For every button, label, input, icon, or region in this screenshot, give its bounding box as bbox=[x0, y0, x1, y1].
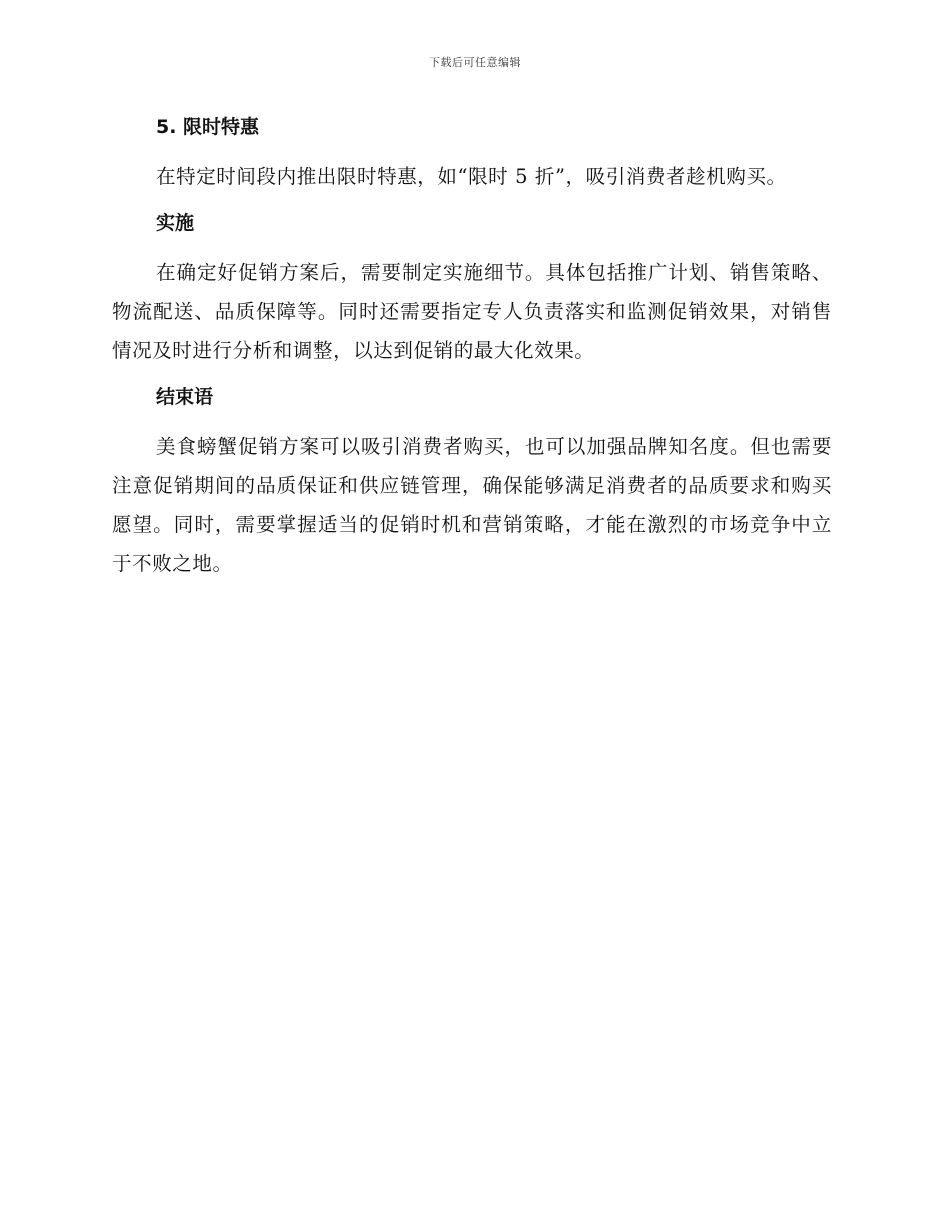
section-heading-limited-offer: 5. 限时特惠 bbox=[156, 116, 260, 138]
section-paragraph-limited-offer: 在特定时间段内推出限时特惠，如“限时 5 折”，吸引消费者趁机购买。 bbox=[156, 165, 787, 188]
document-body bbox=[112, 112, 832, 583]
section-paragraph-implementation: 在确定好促销方案后，需要制定实施细节。具体包括推广计划、销售策略、物流配送、品质保障等。同时还需要指定专人负责落实和监测促销效果，对销售情况及时进行分析和调整，以达到促销的最大化效果。 bbox=[112, 261, 832, 362]
page-header: 下载后可任意编辑 bbox=[429, 56, 521, 69]
section-heading-implementation: 实施 bbox=[156, 212, 195, 234]
section-heading-conclusion: 结束语 bbox=[156, 386, 214, 408]
section-paragraph-conclusion: 美食螃蟹促销方案可以吸引消费者购买，也可以加强品牌知名度。但也需要注意促销期间的品质保证和供应链管理，确保能够满足消费者的品质要求和购买愿望。同时，需要掌握适当的促销时机和营销策略，才能在激烈的市场竞争中立于不败之地。 bbox=[112, 435, 832, 575]
